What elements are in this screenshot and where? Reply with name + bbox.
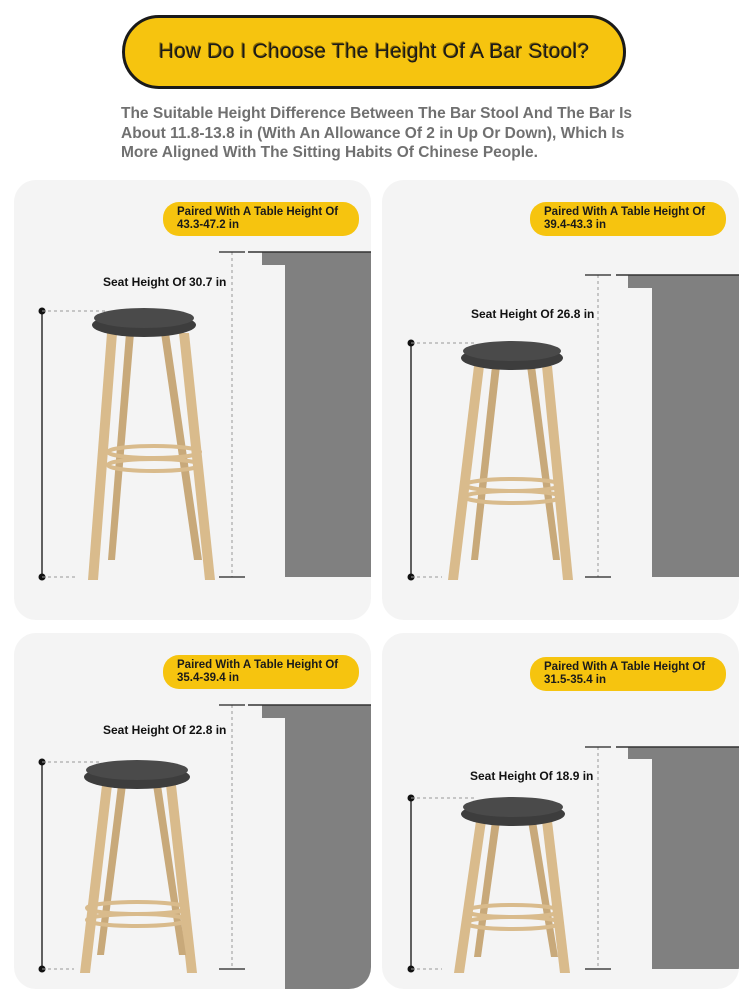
bar-stool	[88, 308, 215, 580]
bar-stool	[448, 341, 573, 580]
seat-height-label: Seat Height Of 30.7 in	[103, 275, 227, 289]
stool-diagram-2	[382, 180, 739, 620]
stool-diagram-1	[14, 180, 371, 620]
bar-counter-shape	[616, 275, 739, 577]
seat-height-label: Seat Height Of 22.8 in	[103, 723, 227, 737]
stool-panel-4	[382, 633, 739, 989]
bar-counter-shape	[248, 705, 371, 989]
table-height-badge: Paired With A Table Height Of 31.5-35.4 in	[530, 657, 726, 691]
stool-panel-3	[14, 633, 371, 989]
bar-counter-shape	[248, 252, 371, 577]
seat-height-label: Seat Height Of 26.8 in	[471, 307, 595, 321]
page-title: How Do I Choose The Height Of A Bar Stool?	[158, 40, 590, 63]
stool-panel-1	[14, 180, 371, 620]
table-height-badge: Paired With A Table Height Of 43.3-47.2 in	[163, 202, 359, 236]
page-subtitle: The Suitable Height Difference Between The Bar Stool And The Bar Is About 11.8-13.8 in (With An Allowance Of 2 in Up Or Down), Which Is More Aligned With The Sitting Habits Of Chinese People.	[121, 105, 633, 161]
table-height-badge: Paired With A Table Height Of 39.4-43.3 in	[530, 202, 726, 236]
bar-stool	[80, 760, 197, 973]
seat-height-label: Seat Height Of 18.9 in	[470, 769, 594, 783]
title-banner	[122, 15, 626, 89]
bar-counter-shape	[616, 747, 739, 969]
table-height-badge: Paired With A Table Height Of 35.4-39.4 in	[163, 655, 359, 689]
bar-stool	[454, 797, 570, 973]
stool-panel-2	[382, 180, 739, 620]
